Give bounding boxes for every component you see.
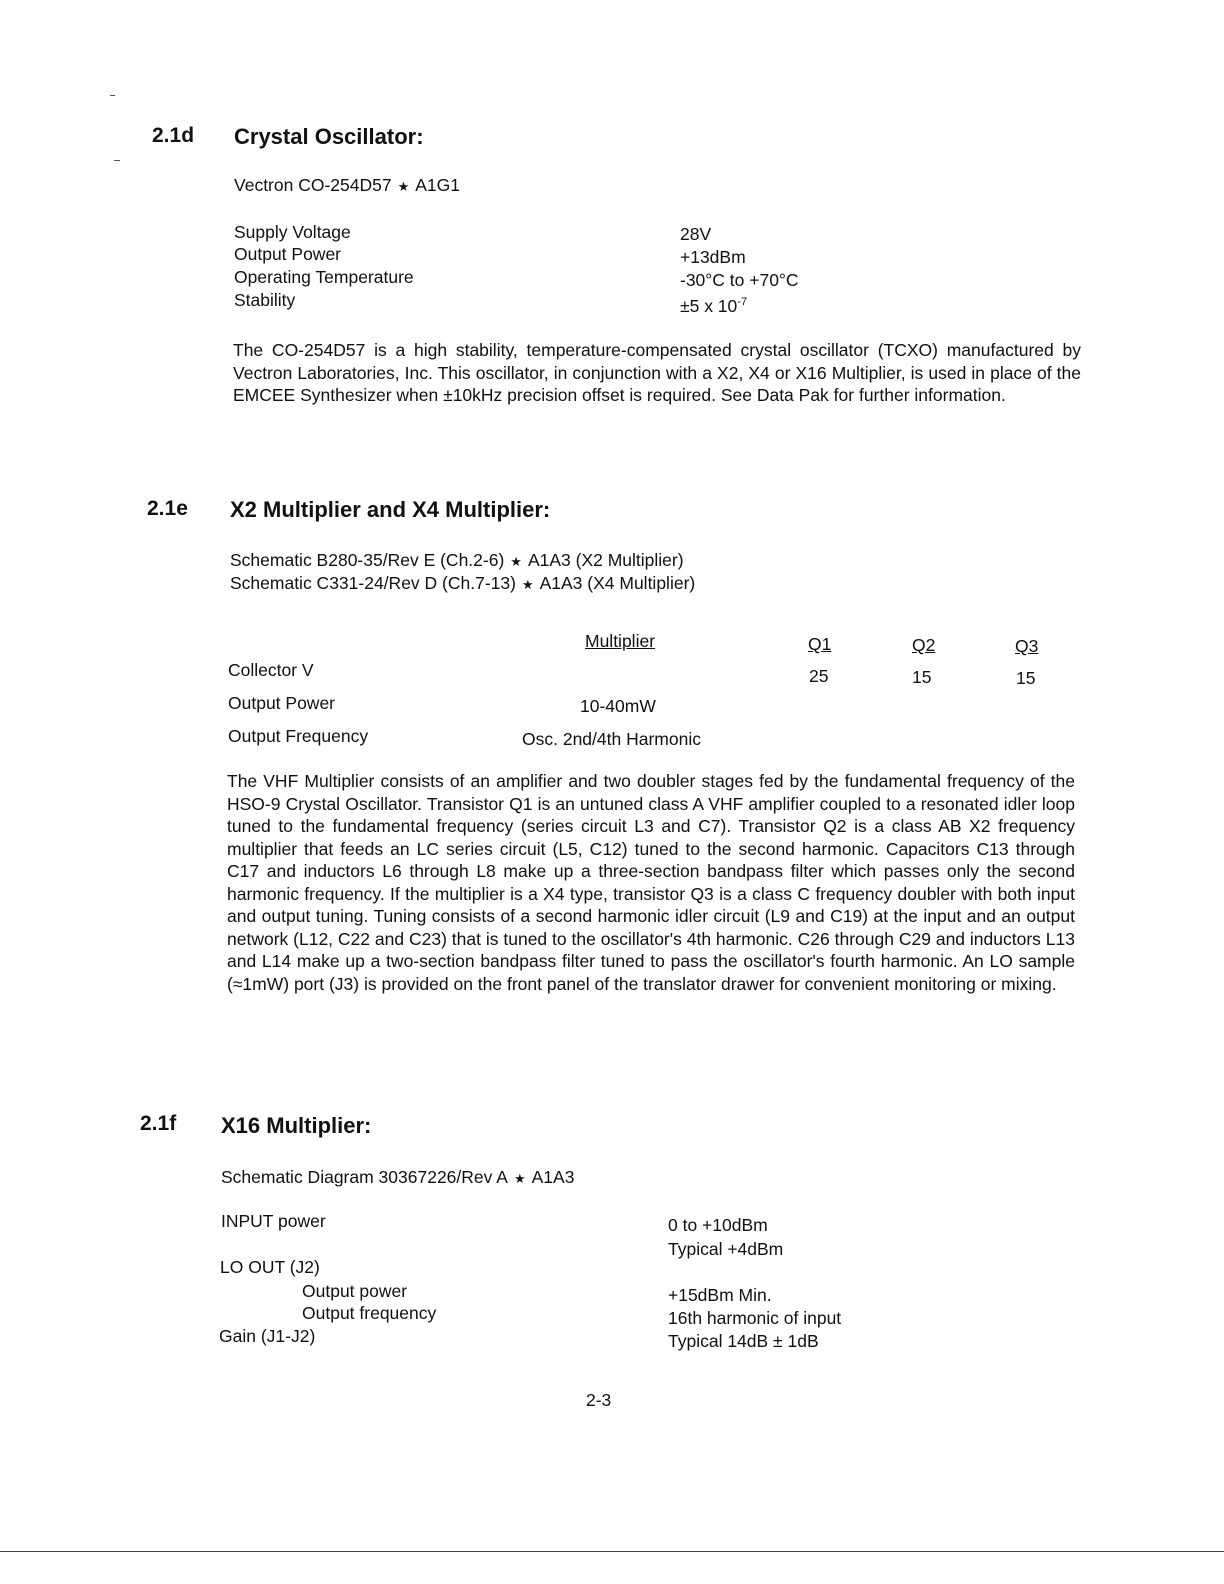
spec-sublabel: Output frequency bbox=[302, 1303, 437, 1323]
cell-q2: 15 bbox=[912, 667, 932, 687]
schematic-line bbox=[230, 549, 684, 573]
spec-value: +13dBm bbox=[680, 247, 746, 267]
spec-value: 0 to +10dBm bbox=[668, 1215, 768, 1235]
spec-value: Typical +4dBm bbox=[668, 1239, 784, 1259]
part-number: Vectron CO-254D57 bbox=[234, 175, 392, 195]
stability-mantissa: ±5 x 10 bbox=[680, 295, 738, 316]
cell-multiplier: 10-40mW bbox=[580, 696, 656, 716]
section-number: 2.1d bbox=[152, 124, 195, 147]
cell-q1: 25 bbox=[809, 666, 829, 686]
page-number: 2-3 bbox=[586, 1390, 612, 1410]
stability-exponent: -7 bbox=[737, 296, 748, 308]
row-label: Collector V bbox=[228, 660, 314, 680]
spec-value: 28V bbox=[680, 224, 712, 244]
column-header-q1: Q1 bbox=[808, 634, 832, 654]
spec-value bbox=[680, 291, 747, 317]
cell-q3: 15 bbox=[1016, 668, 1036, 688]
row-label: Output Frequency bbox=[228, 726, 369, 746]
assembly-ref: A1A3 (X2 Multiplier) bbox=[527, 550, 684, 570]
star-icon: ★ bbox=[397, 179, 410, 194]
spec-value: +15dBm Min. bbox=[668, 1285, 772, 1305]
spec-label: Stability bbox=[234, 290, 296, 310]
spec-label: Supply Voltage bbox=[234, 222, 351, 242]
section-number: 2.1f bbox=[140, 1112, 177, 1135]
spec-label: Operating Temperature bbox=[234, 267, 414, 287]
column-header-q3: Q3 bbox=[1015, 636, 1039, 656]
schematic-line bbox=[221, 1166, 574, 1190]
section-title: X16 Multiplier: bbox=[221, 1113, 372, 1138]
section-number: 2.1e bbox=[147, 497, 188, 520]
star-icon: ★ bbox=[510, 554, 522, 569]
schematic-ref: Schematic C331-24/Rev D (Ch.7-13) bbox=[230, 573, 516, 593]
scan-mark bbox=[114, 160, 120, 161]
column-header-multiplier: Multiplier bbox=[585, 631, 656, 651]
spec-value: 16th harmonic of input bbox=[668, 1308, 842, 1328]
schematic-line bbox=[230, 572, 695, 596]
spec-sublabel: Output power bbox=[302, 1281, 408, 1301]
row-label: Output Power bbox=[228, 693, 335, 713]
column-header-q2: Q2 bbox=[912, 635, 936, 655]
spec-label: LO OUT (J2) bbox=[220, 1257, 320, 1277]
assembly-ref: A1A3 bbox=[531, 1167, 575, 1187]
schematic-ref: Schematic B280-35/Rev E (Ch.2-6) bbox=[230, 550, 505, 570]
star-icon: ★ bbox=[521, 577, 534, 592]
cell-multiplier: Osc. 2nd/4th Harmonic bbox=[522, 729, 701, 749]
schematic-ref: Schematic Diagram 30367226/Rev A bbox=[221, 1167, 508, 1187]
star-icon: ★ bbox=[513, 1171, 526, 1186]
spec-value: -30°C to +70°C bbox=[680, 270, 799, 290]
spec-label: Gain (J1-J2) bbox=[219, 1326, 316, 1346]
scan-mark bbox=[110, 95, 115, 96]
assembly-ref: A1A3 (X4 Multiplier) bbox=[539, 573, 696, 593]
spec-label: Output Power bbox=[234, 244, 341, 264]
description-paragraph: The VHF Multiplier consists of an amplifier and two doubler stages fed by the fundamental frequency of the HSO-9 Crystal Oscillator. Transistor Q1 is an untuned class A VHF amplifier coupled to a resonated idler loop tuned to the fundamental frequency (series circuit L3 and C7). Transistor Q2 is a class AB X2 frequency multiplier that feeds an LC series circuit (L5, C12) tuned to the second harmonic. Capacitors C13 through C17 and inductors L6 through L8 make up a three-section bandpass filter which passes only the second harmonic frequency. If the multiplier is a X4 type, transistor Q3 is a class C frequency doubler with both input and output tuning. Tuning consists of a second harmonic idler circuit (L9 and C19) at the input and an output network (L12, C22 and C23) that is tuned to the oscillator's 4th harmonic. C26 through C29 and inductors L13 and L14 make up a two-section bandpass filter tuned to pass the oscillator's fourth harmonic. An LO sample (≈1mW) port (J3) is provided on the front panel of the translator drawer for convenient monitoring or mixing. bbox=[227, 771, 1075, 994]
section-title: X2 Multiplier and X4 Multiplier: bbox=[230, 497, 551, 522]
spec-label: INPUT power bbox=[221, 1211, 326, 1231]
description-paragraph: The CO-254D57 is a high stability, temperature-compensated crystal oscillator (TCXO) manufactured by Vectron Laboratories, Inc. This oscillator, in conjunction with a X2, X4 or X16 Multiplier, is used in place of the EMCEE Synthesizer when ±10kHz precision offset is required. See Data Pak for further information. bbox=[233, 340, 1081, 405]
section-title: Crystal Oscillator: bbox=[234, 124, 424, 149]
bottom-scan-edge bbox=[0, 1551, 1224, 1552]
spec-value: Typical 14dB ± 1dB bbox=[668, 1331, 819, 1351]
reference-designator: A1G1 bbox=[415, 175, 460, 195]
part-line bbox=[234, 174, 460, 198]
